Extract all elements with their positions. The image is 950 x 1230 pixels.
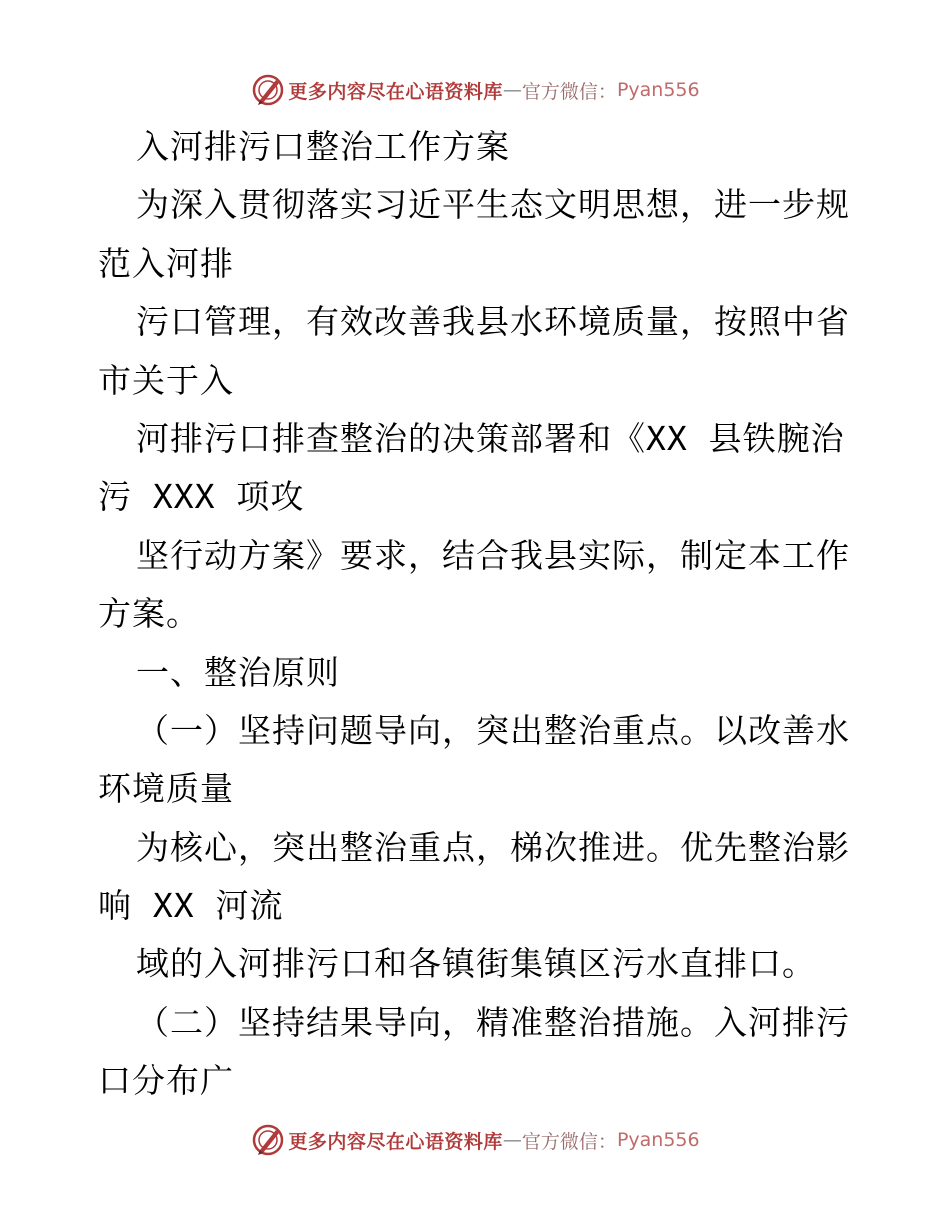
watermark-wechat-id: Pyan556 xyxy=(616,79,700,101)
text-line: 污口管理，有效改善我县水环境质量，按照中省 xyxy=(136,302,850,342)
watermark-dash: — xyxy=(502,1129,522,1151)
text-line: （二）坚持结果导向，精准整治措施。入河排污 xyxy=(136,1002,850,1042)
text-line: 域的入河排污口和各镇街集镇区污水直排口。 xyxy=(136,944,816,984)
text-line: 响 XX 河流 xyxy=(98,886,284,926)
watermark-site-text: 更多内容尽在心语资料库 xyxy=(288,80,503,103)
watermark-wechat-id: Pyan556 xyxy=(616,1129,700,1151)
text-line: 河排污口排查整治的决策部署和《XX 县铁腕治 xyxy=(136,418,845,458)
watermark-wechat-label: 官方微信： xyxy=(521,1130,617,1153)
pen-circle-logo-icon xyxy=(250,72,286,108)
text-line: 污 XXX 项攻 xyxy=(98,477,305,517)
text-line: 坚行动方案》要求，结合我县实际，制定本工作 xyxy=(136,535,850,575)
document-body xyxy=(98,118,868,1111)
text-line: 市关于入 xyxy=(98,360,234,400)
footer-watermark xyxy=(0,1120,950,1160)
text-line: 一、整治原则 xyxy=(136,652,340,692)
watermark-dash: — xyxy=(502,79,522,101)
pen-circle-logo-icon xyxy=(250,1122,286,1158)
watermark-wechat-label: 官方微信： xyxy=(521,80,617,103)
text-line: （一）坚持问题导向，突出整治重点。以改善水 xyxy=(136,710,850,750)
text-line: 方案。 xyxy=(98,594,200,634)
header-watermark xyxy=(0,70,950,110)
text-line: 范入河排 xyxy=(98,243,234,283)
text-line: 口分布广 xyxy=(98,1061,234,1101)
text-line: 为深入贯彻落实习近平生态文明思想，进一步规 xyxy=(136,185,850,225)
document-title: 入河排污口整治工作方案 xyxy=(136,127,510,166)
watermark-site-text: 更多内容尽在心语资料库 xyxy=(288,1130,503,1153)
text-line: 为核心，突出整治重点，梯次推进。优先整治影 xyxy=(136,827,850,867)
text-line: 环境质量 xyxy=(98,769,234,809)
